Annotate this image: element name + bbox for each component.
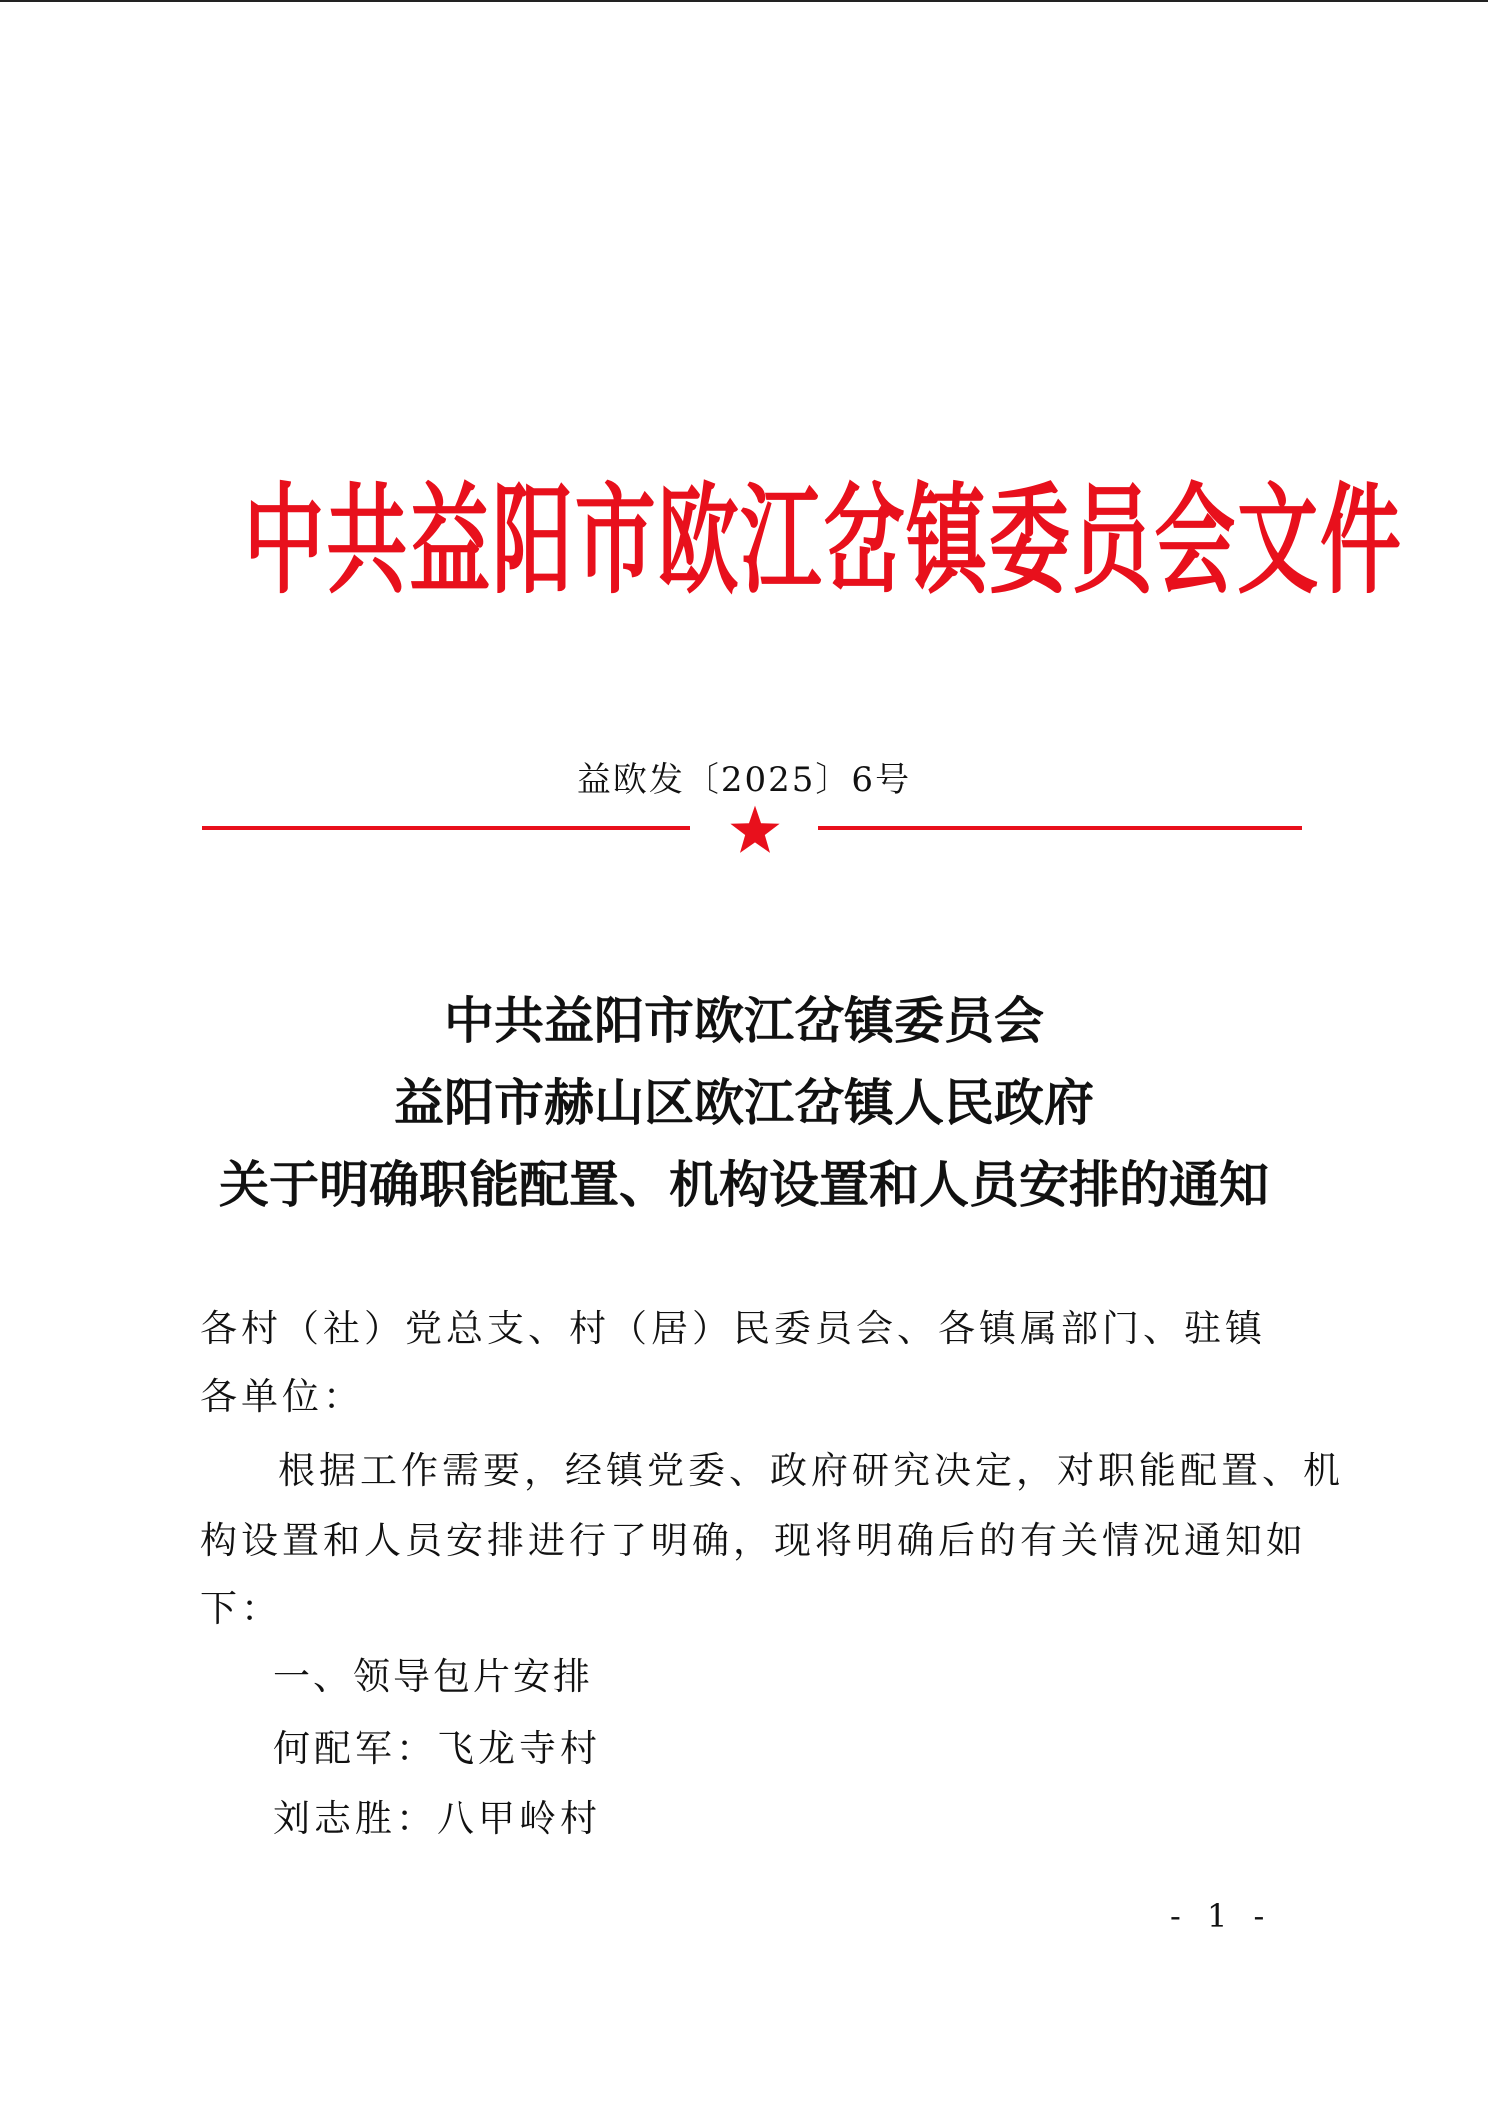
paragraph-1-line-1: 根据工作需要，经镇党委、政府研究决定，对职能配置、机 — [278, 1449, 1344, 1492]
recipients-line-2: 各单位： — [200, 1375, 364, 1418]
red-divider-left — [202, 826, 690, 830]
notice-title-line-3: 关于明确职能配置、机构设置和人员安排的通知 — [219, 1155, 1269, 1214]
red-divider-right — [818, 826, 1302, 830]
red-star-icon — [728, 804, 782, 858]
notice-title-line-2: 益阳市赫山区欧江岔镇人民政府 — [394, 1073, 1094, 1132]
red-header-title: 中共益阳市欧江岔镇委员会文件 — [243, 470, 1403, 610]
notice-title-line-1: 中共益阳市欧江岔镇委员会 — [444, 991, 1044, 1050]
section-1-heading: 一、领导包片安排 — [273, 1655, 593, 1698]
document-number: 益欧发〔2025〕6号 — [576, 760, 912, 800]
paragraph-1-line-3: 下： — [200, 1587, 282, 1630]
paragraph-1-line-2: 构设置和人员安排进行了明确，现将明确后的有关情况通知如 — [200, 1519, 1307, 1562]
assignment-item-1: 何配军：飞龙寺村 — [273, 1727, 601, 1770]
recipients-line-1: 各村（社）党总支、村（居）民委员会、各镇属部门、驻镇 — [200, 1307, 1266, 1350]
page-number: - 1 - — [1170, 1897, 1273, 1935]
assignment-item-2: 刘志胜：八甲岭村 — [273, 1797, 601, 1840]
top-border — [0, 0, 1488, 2]
